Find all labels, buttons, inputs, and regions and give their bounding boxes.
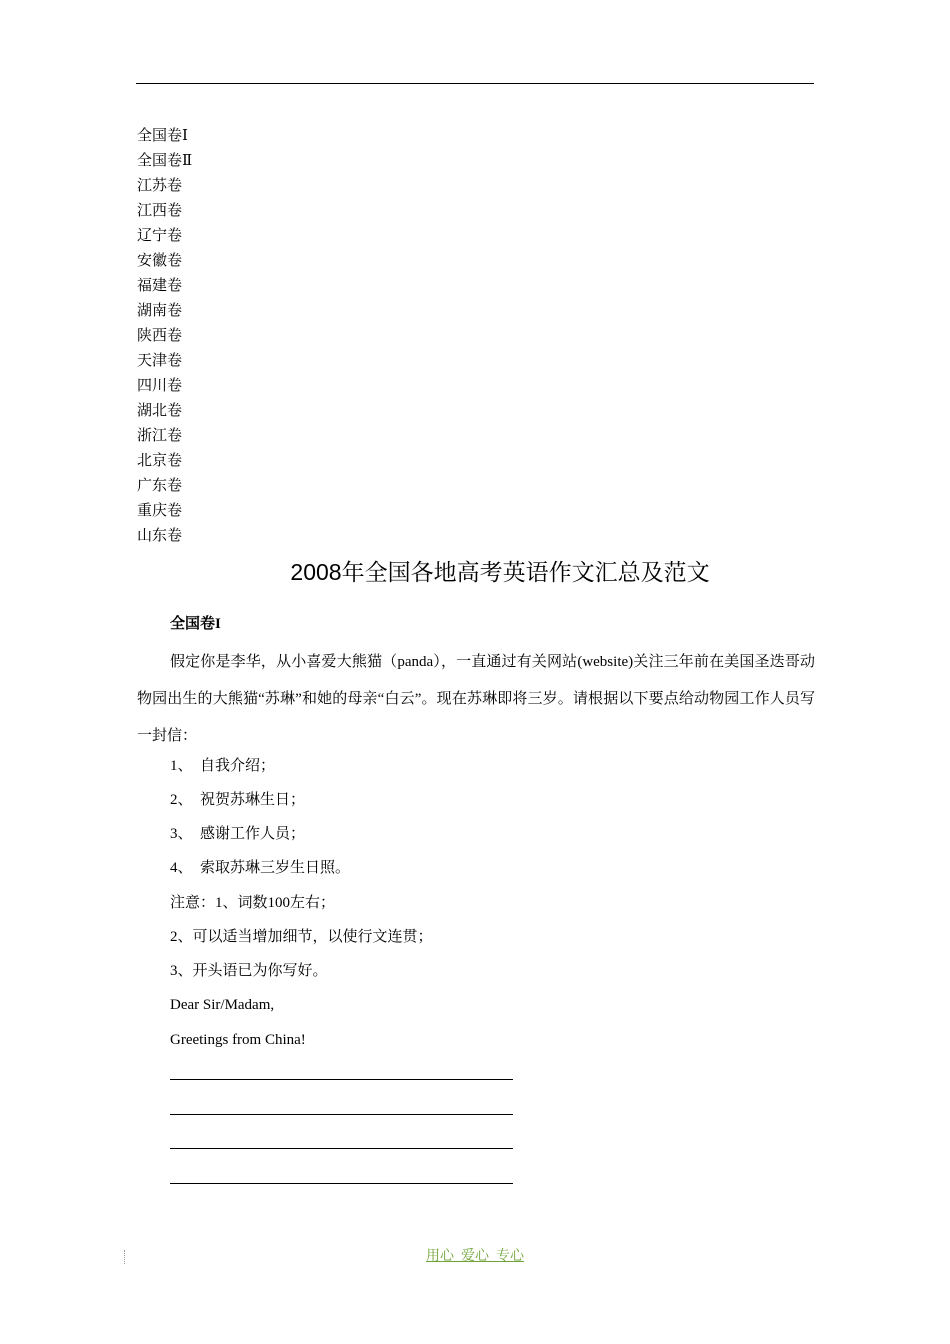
toc-link[interactable]: 四川卷 [137,378,183,394]
note-line: 注意：1、词数100左右； [170,895,336,911]
answer-blank-line [170,1183,513,1184]
requirement-text: 感谢工作人员； [200,826,306,842]
toc-item[interactable] [137,174,192,199]
note-line: 2、可以适当增加细节，以使行文连贯； [170,929,433,945]
toc-link[interactable]: 辽宁卷 [137,228,183,244]
toc-link[interactable]: 全国卷Ⅰ [137,128,188,144]
requirement-text: 祝贺苏琳生日； [200,792,306,808]
toc-item[interactable] [137,474,192,499]
requirement-text: 索取苏琳三岁生日照。 [200,860,351,876]
toc-link[interactable]: 全国卷Ⅱ [137,153,193,169]
requirement-number: 1、 [170,758,193,774]
toc-link[interactable]: 浙江卷 [137,428,183,444]
toc-item[interactable] [137,449,192,474]
answer-blank-line [170,1079,513,1080]
requirement-item [170,789,305,811]
toc-link[interactable]: 广东卷 [137,478,183,494]
toc-item[interactable] [137,274,192,299]
toc-item[interactable] [137,399,192,424]
toc-link[interactable]: 天津卷 [137,353,183,369]
requirement-number: 2、 [170,792,193,808]
footer-text: 用心_爱心_专心 [426,1249,524,1264]
answer-blank-line [170,1148,513,1149]
toc-link[interactable]: 江西卷 [137,203,183,219]
toc-item[interactable] [137,524,192,549]
requirement-number: 4、 [170,860,193,876]
toc-link[interactable]: 陕西卷 [137,328,183,344]
toc-item[interactable] [137,499,192,524]
toc-item[interactable] [137,374,192,399]
letter-salutation: Dear Sir/Madam, [170,997,275,1013]
toc-link[interactable]: 江苏卷 [137,178,183,194]
toc-link[interactable]: 湖南卷 [137,303,183,319]
toc-item[interactable] [137,249,192,274]
toc-link[interactable]: 安徽卷 [137,253,183,269]
header-rule [136,83,814,84]
toc-item[interactable] [137,124,192,149]
letter-greeting: Greetings from China! [170,1032,306,1048]
requirement-item [170,857,350,879]
document-title: 2008年全国各地高考英语作文汇总及范文 [290,559,710,585]
requirement-item [170,823,305,845]
toc-item[interactable] [137,199,192,224]
table-of-contents [137,124,192,549]
writing-prompt: 假定你是李华，从小喜爱大熊猫（panda），一直通过有关网站(website)关注三年前在美国圣迭哥动物园出生的大熊猫“苏琳”和她的母亲“白云”。现在苏琳即将三岁。请根据以下要点给动物园工作人员写一封信： [137,654,815,744]
toc-item[interactable] [137,224,192,249]
toc-link[interactable]: 北京卷 [137,453,183,469]
section-heading: 全国卷I [170,616,221,632]
requirement-text: 自我介绍； [200,758,276,774]
page-footer [0,1247,950,1267]
answer-blank-line [170,1114,513,1115]
toc-item[interactable] [137,324,192,349]
toc-item[interactable] [137,349,192,374]
note-line: 3、开头语已为你写好。 [170,963,328,979]
requirement-item [170,755,275,777]
toc-link[interactable]: 福建卷 [137,278,183,294]
toc-link[interactable]: 山东卷 [137,528,183,544]
toc-link[interactable]: 湖北卷 [137,403,183,419]
toc-item[interactable] [137,149,192,174]
requirement-number: 3、 [170,826,193,842]
toc-item[interactable] [137,299,192,324]
toc-link[interactable]: 重庆卷 [137,503,183,519]
toc-item[interactable] [137,424,192,449]
